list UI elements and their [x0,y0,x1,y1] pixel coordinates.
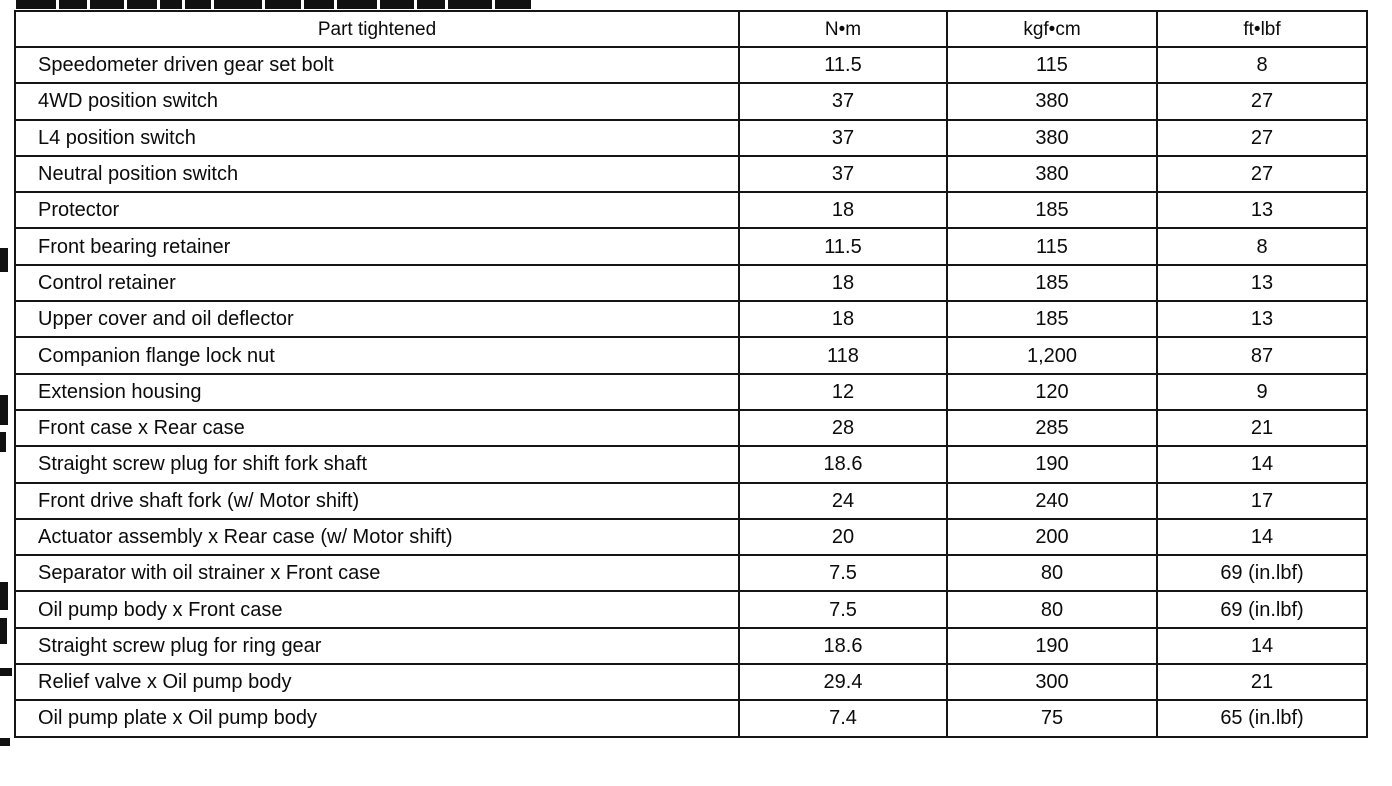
kgf-cm-cell: 300 [947,664,1157,700]
ft-lbf-cell: 13 [1157,265,1367,301]
part-name-cell: Oil pump plate x Oil pump body [15,700,739,736]
table-row [15,591,1367,627]
ft-lbf-cell: 8 [1157,228,1367,264]
table-row [15,628,1367,664]
table-row [15,301,1367,337]
table-row [15,83,1367,119]
part-name-cell: Speedometer driven gear set bolt [15,47,739,83]
scan-edge-marks [0,0,14,786]
part-name-cell: Upper cover and oil deflector [15,301,739,337]
newton-meter-cell: 29.4 [739,664,947,700]
part-name-cell: 4WD position switch [15,83,739,119]
kgf-cm-cell: 75 [947,700,1157,736]
table-row [15,337,1367,373]
kgf-cm-cell: 190 [947,628,1157,664]
part-name-cell: Straight screw plug for ring gear [15,628,739,664]
ft-lbf-cell: 9 [1157,374,1367,410]
part-name-cell: Extension housing [15,374,739,410]
kgf-cm-cell: 115 [947,228,1157,264]
part-name-cell: Companion flange lock nut [15,337,739,373]
ft-lbf-cell: 27 [1157,156,1367,192]
part-name-cell: Actuator assembly x Rear case (w/ Motor shift) [15,519,739,555]
kgf-cm-cell: 285 [947,410,1157,446]
part-name-cell: Front case x Rear case [15,410,739,446]
header-ft-lbf: ft•lbf [1157,11,1367,47]
ft-lbf-cell: 69 (in.lbf) [1157,555,1367,591]
ft-lbf-cell: 65 (in.lbf) [1157,700,1367,736]
newton-meter-cell: 11.5 [739,47,947,83]
newton-meter-cell: 11.5 [739,228,947,264]
torque-specification-table [14,10,1368,738]
kgf-cm-cell: 185 [947,265,1157,301]
ft-lbf-cell: 14 [1157,519,1367,555]
table-row [15,555,1367,591]
table-row [15,265,1367,301]
table-row [15,228,1367,264]
ft-lbf-cell: 17 [1157,483,1367,519]
newton-meter-cell: 7.5 [739,555,947,591]
kgf-cm-cell: 120 [947,374,1157,410]
newton-meter-cell: 37 [739,83,947,119]
kgf-cm-cell: 185 [947,192,1157,228]
kgf-cm-cell: 80 [947,555,1157,591]
part-name-cell: Separator with oil strainer x Front case [15,555,739,591]
part-name-cell: Straight screw plug for shift fork shaft [15,446,739,482]
table-row [15,47,1367,83]
kgf-cm-cell: 185 [947,301,1157,337]
newton-meter-cell: 18.6 [739,628,947,664]
cropped-heading-fragment [16,0,576,9]
kgf-cm-cell: 240 [947,483,1157,519]
newton-meter-cell: 18 [739,265,947,301]
part-name-cell: Front drive shaft fork (w/ Motor shift) [15,483,739,519]
ft-lbf-cell: 27 [1157,120,1367,156]
table-row [15,374,1367,410]
ft-lbf-cell: 21 [1157,664,1367,700]
table-row [15,192,1367,228]
part-name-cell: Neutral position switch [15,156,739,192]
newton-meter-cell: 37 [739,120,947,156]
ft-lbf-cell: 13 [1157,192,1367,228]
kgf-cm-cell: 190 [947,446,1157,482]
table-row [15,120,1367,156]
table-row [15,483,1367,519]
kgf-cm-cell: 80 [947,591,1157,627]
table-row [15,664,1367,700]
header-part-tightened: Part tightened [15,11,739,47]
kgf-cm-cell: 200 [947,519,1157,555]
newton-meter-cell: 18 [739,301,947,337]
table-row [15,519,1367,555]
newton-meter-cell: 118 [739,337,947,373]
table-row [15,410,1367,446]
newton-meter-cell: 18.6 [739,446,947,482]
newton-meter-cell: 37 [739,156,947,192]
kgf-cm-cell: 380 [947,83,1157,119]
part-name-cell: Oil pump body x Front case [15,591,739,627]
table-row [15,446,1367,482]
part-name-cell: Protector [15,192,739,228]
ft-lbf-cell: 21 [1157,410,1367,446]
kgf-cm-cell: 115 [947,47,1157,83]
newton-meter-cell: 7.5 [739,591,947,627]
ft-lbf-cell: 13 [1157,301,1367,337]
header-newton-meter: N•m [739,11,947,47]
table-header-row [15,11,1367,47]
part-name-cell: Control retainer [15,265,739,301]
newton-meter-cell: 12 [739,374,947,410]
ft-lbf-cell: 27 [1157,83,1367,119]
ft-lbf-cell: 69 (in.lbf) [1157,591,1367,627]
ft-lbf-cell: 14 [1157,628,1367,664]
kgf-cm-cell: 380 [947,120,1157,156]
ft-lbf-cell: 8 [1157,47,1367,83]
newton-meter-cell: 20 [739,519,947,555]
newton-meter-cell: 7.4 [739,700,947,736]
part-name-cell: L4 position switch [15,120,739,156]
ft-lbf-cell: 14 [1157,446,1367,482]
table-row [15,700,1367,736]
newton-meter-cell: 24 [739,483,947,519]
ft-lbf-cell: 87 [1157,337,1367,373]
newton-meter-cell: 28 [739,410,947,446]
kgf-cm-cell: 380 [947,156,1157,192]
newton-meter-cell: 18 [739,192,947,228]
kgf-cm-cell: 1,200 [947,337,1157,373]
table-row [15,156,1367,192]
part-name-cell: Relief valve x Oil pump body [15,664,739,700]
header-kgf-cm: kgf•cm [947,11,1157,47]
part-name-cell: Front bearing retainer [15,228,739,264]
